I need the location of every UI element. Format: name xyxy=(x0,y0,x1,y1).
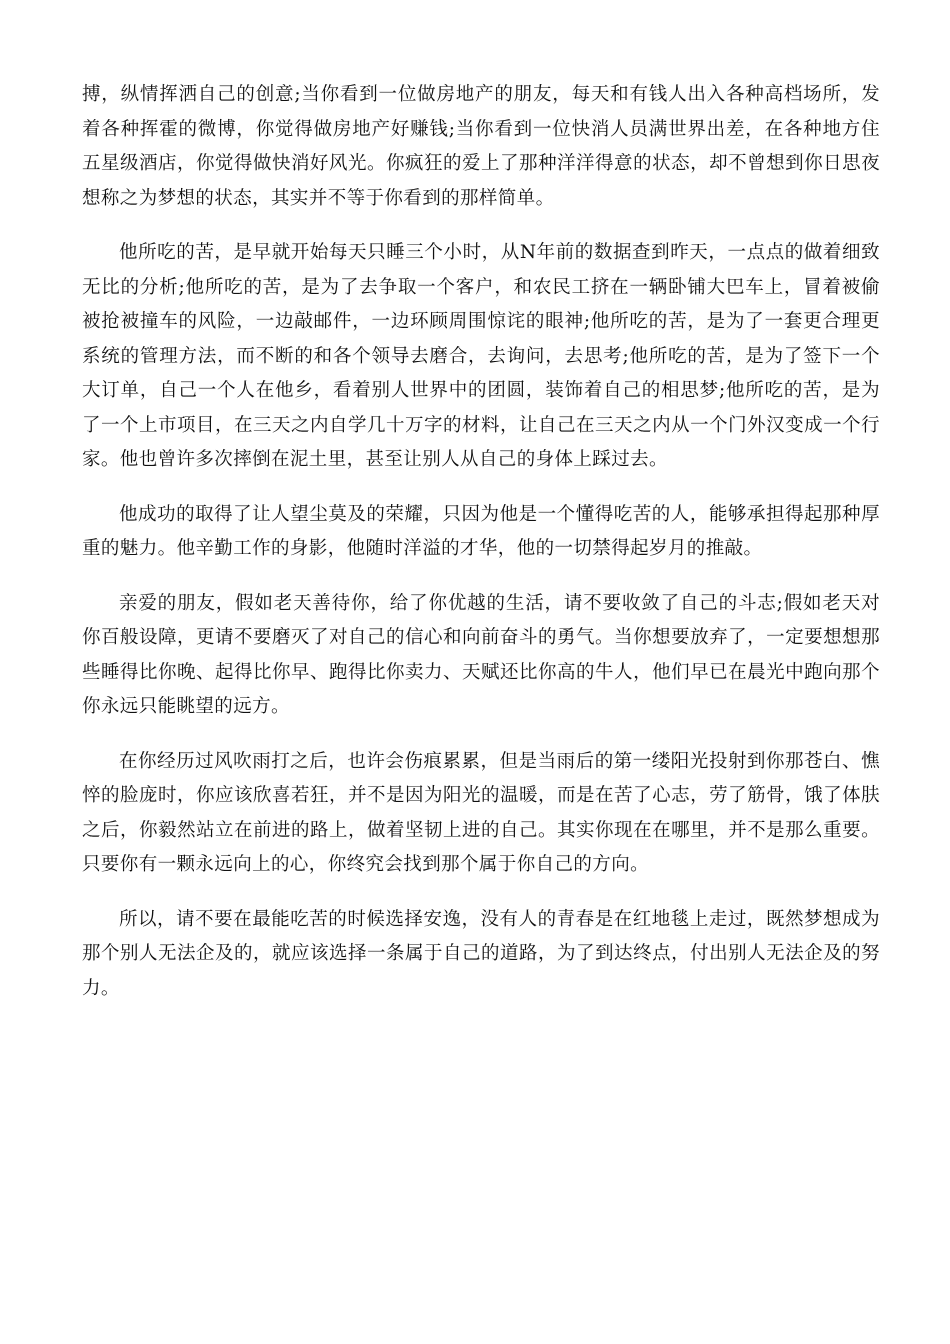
paragraph-3: 他成功的取得了让人望尘莫及的荣耀，只因为他是一个懂得吃苦的人，能够承担得起那种厚重的魅力。他辛勤工作的身影，他随时洋溢的才华，他的一切禁得起岁月的推敲。 xyxy=(82,503,880,559)
document-body xyxy=(82,78,880,1026)
paragraph-1: 搏，纵情挥洒自己的创意;当你看到一位做房地产的朋友，每天和有钱人出入各种高档场所，发着各种挥霍的微博，你觉得做房地产好赚钱;当你看到一位快消人员满世界出差，在各种地方住五星级酒店，你觉得做快消好风光。你疯狂的爱上了那种洋洋得意的状态，却不曾想到你日思夜想称之为梦想的状态，其实并不等于你看到的那样简单。 xyxy=(82,84,880,209)
paragraph-6: 所以，请不要在最能吃苦的时候选择安逸，没有人的青春是在红地毯上走过，既然梦想成为那个别人无法企及的，就应该选择一条属于自己的道路，为了到达终点，付出别人无法企及的努力。 xyxy=(82,908,880,999)
paragraph-5: 在你经历过风吹雨打之后，也许会伤痕累累，但是当雨后的第一缕阳光投射到你那苍白、憔悴的脸庞时，你应该欣喜若狂，并不是因为阳光的温暖，而是在苦了心志，劳了筋骨，饿了体肤之后，你毅然站立在前进的路上，做着坚韧上进的自己。其实你现在在哪里，并不是那么重要。只要你有一颗永远向上的心，你终究会找到那个属于你自己的方向。 xyxy=(82,750,880,875)
paragraph-4: 亲爱的朋友，假如老天善待你，给了你优越的生活，请不要收敛了自己的斗志;假如老天对你百般设障，更请不要磨灭了对自己的信心和向前奋斗的勇气。当你想要放弃了，一定要想想那些睡得比你晚、起得比你早、跑得比你卖力、天赋还比你高的牛人，他们早已在晨光中跑向那个你永远只能眺望的远方。 xyxy=(82,592,880,717)
paragraph-2: 他所吃的苦，是早就开始每天只睡三个小时，从N年前的数据查到昨天，一点点的做着细致无比的分析;他所吃的苦，是为了去争取一个客户，和农民工挤在一辆卧铺大巴车上，冒着被偷被抢被撞车的风险，一边敲邮件，一边环顾周围惊诧的眼神;他所吃的苦，是为了一套更合理更系统的管理方法，而不断的和各个领导去磨合，去询问，去思考;他所吃的苦，是为了签下一个大订单，自己一个人在他乡，看着别人世界中的团圆，装饰着自己的相思梦;他所吃的苦，是为了一个上市项目，在三天之内自学几十万字的材料，让自己在三天之内从一个门外汉变成一个行家。他也曾许多次摔倒在泥土里，甚至让别人从自己的身体上踩过去。 xyxy=(82,242,880,470)
